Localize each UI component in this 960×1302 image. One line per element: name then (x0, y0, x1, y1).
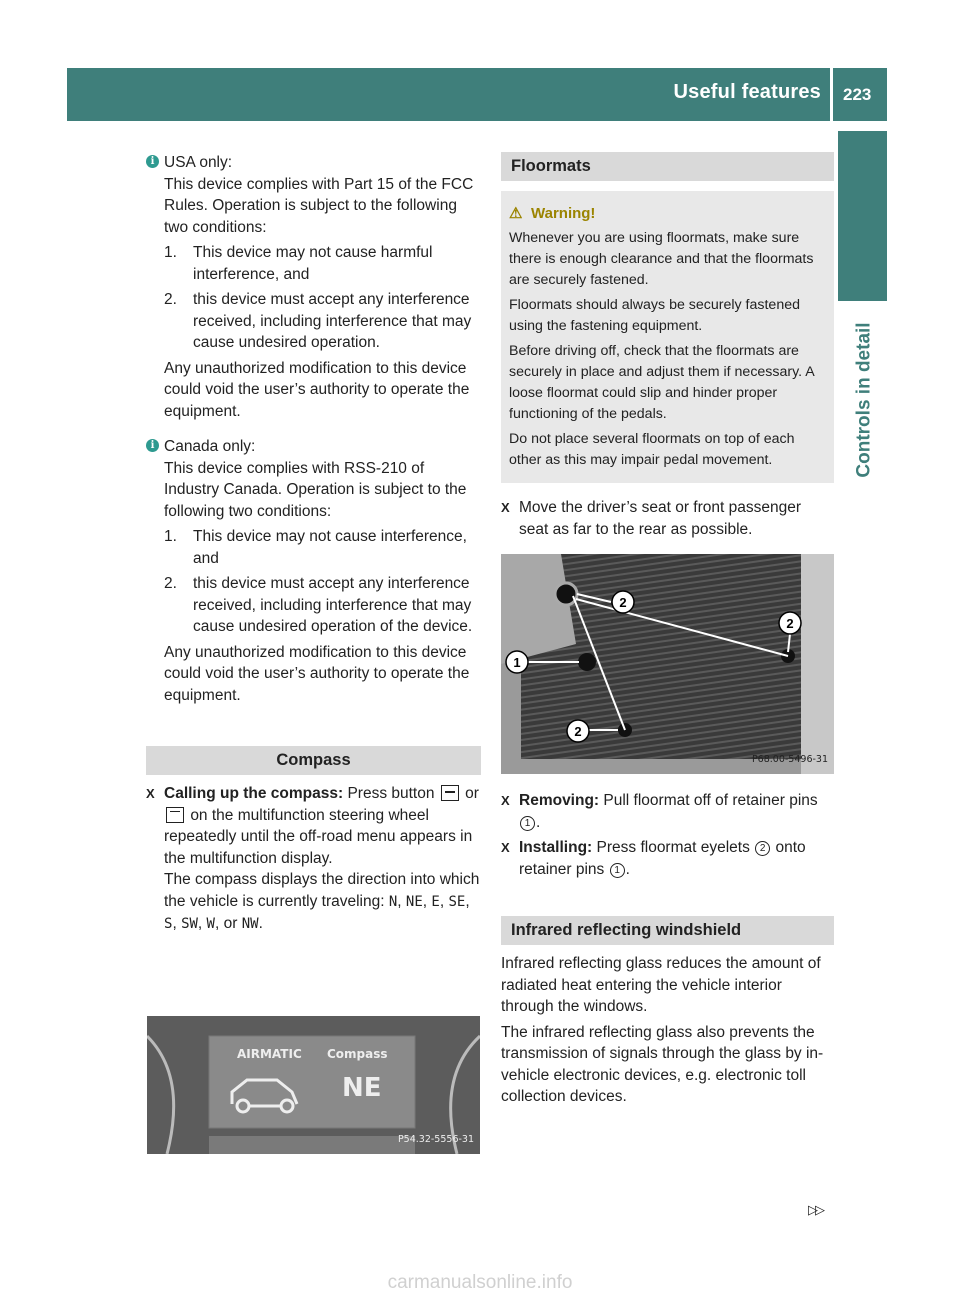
warning-icon: ⚠ (509, 205, 523, 222)
floormat-image (501, 554, 834, 774)
warning-box (501, 191, 834, 483)
callout-1-icon: 1 (520, 816, 535, 831)
usa-closing: Any unauthorized modification to this device could void the user’s authority to operate the equipment. (164, 359, 470, 420)
step-marker-icon: X (501, 793, 510, 808)
callout-2-icon: 2 (755, 841, 770, 856)
right-column (501, 152, 834, 1108)
list-item: 1. This device may not cause harmful interference, and (164, 244, 433, 283)
usa-conditions (146, 242, 481, 354)
compass-directions: The compass displays the direction into which the vehicle is currently traveling: N, NE, E, SE, S, SW, W, or NW. (164, 871, 480, 932)
canada-intro: This device complies with RSS-210 of Industry Canada. Operation is subject to the following two conditions: (164, 459, 467, 520)
canada-conditions (146, 526, 481, 638)
compass-step-label: Calling up the compass: (164, 785, 344, 802)
svg-text:2: 2 (574, 724, 582, 739)
header-divider (830, 68, 833, 121)
step-marker-icon: X (501, 500, 510, 515)
list-item: 2. this device must accept any interference received, including interference that may cause undesired operation of the device. (164, 575, 473, 635)
warning-paragraph: Before driving off, check that the floormats are securely in place and adjust them if necessary. A loose floormat could slip and hinder proper functioning of the pedals. (509, 343, 814, 422)
installing-step: X Installing: Press floormat eyelets 2 onto retainer pins 1 . (501, 839, 806, 878)
usa-title: USA only: (164, 154, 233, 171)
usa-intro: This device complies with Part 15 of the FCC Rules. Operation is subject to the following two conditions: (164, 175, 474, 236)
display-button-icon (441, 785, 459, 801)
image-caption: P68.00-5496-31 (751, 753, 828, 765)
canada-closing: Any unauthorized modification to this device could void the user’s authority to operate the equipment. (164, 643, 470, 704)
display-button-alt-icon (166, 807, 184, 823)
warning-paragraph: Do not place several floormats on top of each other as this may impair pedal movement. (509, 431, 795, 468)
page-number: 223 (843, 85, 872, 104)
list-item: 1. This device may not cause interference, and (164, 528, 467, 567)
infrared-paragraph: The infrared reflecting glass also prevents the transmission of signals through the glass by in-vehicle electronic devices, e.g. electronic toll collection devices. (501, 1023, 824, 1105)
info-icon: i (146, 439, 159, 452)
side-tab-block (838, 131, 887, 301)
info-icon: i (146, 155, 159, 168)
left-column (146, 152, 481, 936)
usa-note (146, 152, 481, 238)
floormats-heading: Floormats (501, 152, 834, 181)
svg-text:2: 2 (619, 595, 627, 610)
step-marker-icon: X (501, 840, 510, 855)
svg-text:2: 2 (786, 616, 794, 631)
step-marker-icon: X (146, 786, 155, 801)
compass-step: X Calling up the compass: Press button or on the multifunction steering wheel repeatedly until the off-road menu appears in the multifunction display. (146, 785, 479, 867)
section-title: Useful features (673, 81, 821, 103)
watermark: carmanualsonline.info (387, 1272, 573, 1293)
continue-icon: ▷▷ (808, 1202, 822, 1217)
infrared-paragraph: Infrared reflecting glass reduces the amount of radiated heat entering the vehicle interior through the windows. (501, 955, 821, 1015)
seat-step: X Move the driver’s seat or front passenger seat as far to the rear as possible. (501, 499, 802, 538)
callout-1-icon: 1 (610, 863, 625, 878)
header-bar (67, 68, 887, 121)
warning-paragraph: Whenever you are using floormats, make sure there is enough clearance and that the floormats are securely fastened. (509, 230, 814, 288)
warning-title: ⚠ Warning! (509, 205, 596, 222)
compass-heading: Compass (146, 746, 481, 775)
side-tab-label: Controls in detail (853, 322, 875, 478)
image-caption: P54.32-5556-31 (397, 1133, 474, 1145)
warning-paragraph: Floormats should always be securely fastened using the fastening equipment. (509, 297, 800, 334)
floormat-illustration (501, 554, 834, 774)
compass-label: Compass (327, 1047, 388, 1061)
canada-title: Canada only: (164, 438, 256, 455)
infrared-heading: Infrared reflecting windshield (501, 916, 834, 945)
airmatic-label: AIRMATIC (237, 1047, 302, 1061)
canada-note (146, 436, 481, 522)
list-item: 2. this device must accept any interference received, including interference that may cause undesired operation. (164, 291, 472, 351)
compass-direction: NE (342, 1073, 382, 1103)
side-tab (844, 310, 884, 490)
compass-display-image (147, 1016, 480, 1154)
removing-step: X Removing: Pull floormat off of retainer pins 1 . (501, 792, 818, 831)
svg-text:1: 1 (513, 655, 521, 670)
